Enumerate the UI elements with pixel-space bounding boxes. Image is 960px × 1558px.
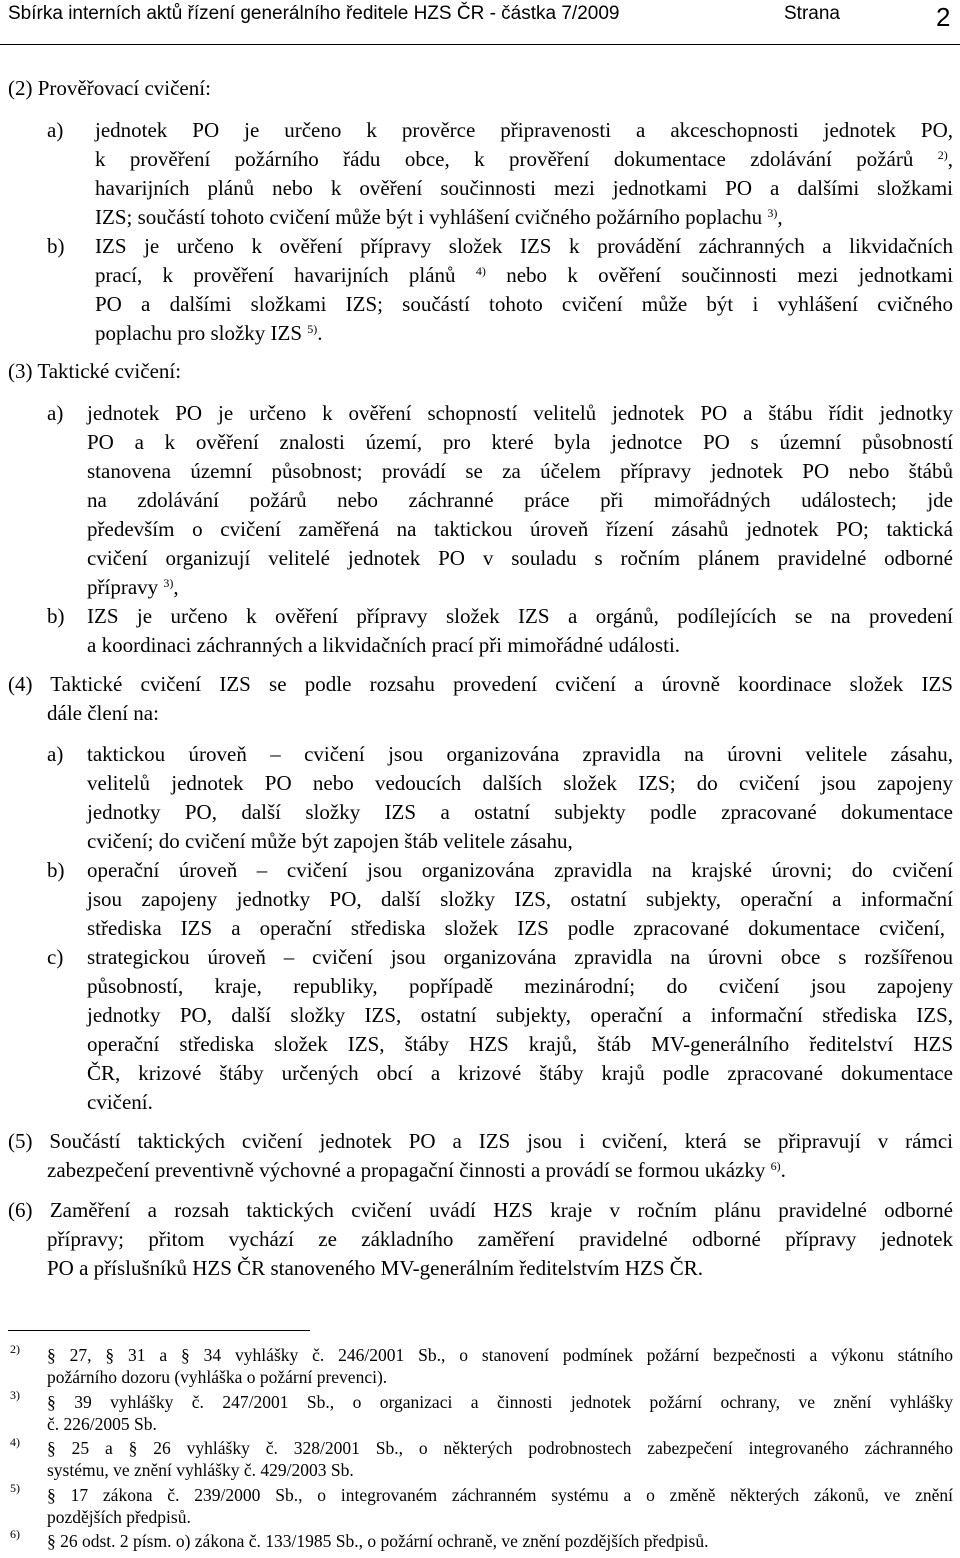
item-3a-line-5: především o cvičení zaměřená na taktickou úroveň řízení zásahů jednotek PO; taktická — [87, 517, 953, 541]
item-2b-line-1: IZS je určeno k ověření přípravy složek IZS k provádění záchranných a likvidačních — [95, 234, 953, 258]
item-4c-line-5: ČR, krizové štáby určených obcí a krizové štáby krajů podle zpracované dokumentace — [87, 1061, 953, 1085]
item-2b-line-4: poplachu pro složky IZS $^{5)}$. — [95, 321, 323, 345]
item-4a-line-2: velitelů jednotek PO nebo vedoucích dalších složek IZS; do cvičení jsou zapojeny — [87, 771, 953, 795]
section-2-heading: (2) Prověřovací cvičení: — [8, 76, 211, 100]
footnote-ref: 6) — [770, 1159, 781, 1173]
footnote-3-line-2: č. 226/2005 Sb. — [47, 1414, 157, 1434]
item-4c-label: c) — [47, 945, 64, 969]
section-6-line-2: přípravy; přitom vychází ze základního zaměření pravidelné odborné přípravy jednotek — [47, 1227, 953, 1251]
item-2a-line-4: IZS; součástí tohoto cvičení může být i vyhlášení cvičného požárního poplachu $^{3)}$, — [95, 205, 783, 229]
footnote-5-line-1: § 17 zákona č. 239/2000 Sb., o integrovaném záchranném systému a o změně některých zákonů, ve znění — [47, 1485, 953, 1505]
footnote-6-line-1: § 26 odst. 2 písm. o) zákona č. 133/1985 Sb., o požární ochraně, ve znění pozdějších předpisů. — [47, 1531, 709, 1551]
item-4c-line-1: strategickou úroveň – cvičení jsou organizována zpravidla na úrovni obce s rozšířenou — [87, 945, 953, 969]
footnote-3-line-1: § 39 vyhlášky č. 247/2001 Sb., o organizaci a činnosti jednotek požární ochrany, ve znění vyhlášky — [47, 1392, 953, 1412]
item-3a-line-4: na zdolávání požárů nebo záchranné práce při mimořádných událostech; jde — [87, 488, 953, 512]
item-3a-line-7: přípravy $^{3)}$, — [87, 575, 179, 599]
item-4b-line-1: operační úroveň – cvičení jsou organizována zpravidla na krajské úrovni; do cvičení — [87, 858, 953, 882]
footnote-4-line-2: systému, ve znění vyhlášky č. 429/2003 Sb. — [47, 1460, 354, 1480]
section-3-heading: (3) Taktické cvičení: — [8, 359, 182, 383]
footnote-ref: 2) — [937, 148, 948, 162]
footnote-ref: 4) — [475, 264, 486, 278]
item-2b-line-2: prací, k prověření havarijních plánů $^{4)}$ nebo k ověření součinnosti mezi jednotkami — [95, 263, 954, 287]
item-3a-label: a) — [47, 401, 64, 425]
item-3a-line-3: stanovena územní působnost; provádí se za účelem přípravy jednotek PO nebo štábů — [87, 459, 953, 483]
footnote-2-line-1: § 27, § 31 a § 34 vyhlášky č. 246/2001 Sb., o stanovení podmínek požární bezpečnosti a výkonu státního — [47, 1345, 953, 1365]
item-3b-line-2: a koordinaci záchranných a likvidačních prací při mimořádné události. — [87, 633, 681, 657]
section-6-line-3: PO a příslušníků HZS ČR stanoveného MV-generálním ředitelstvím HZS ČR. — [47, 1256, 704, 1280]
footnote-separator — [8, 1330, 310, 1331]
item-2a-line-2: k prověření požárního řádu obce, k prověření dokumentace zdolávání požárů $^{2)}$, — [95, 147, 954, 171]
page-number: 2 — [936, 2, 951, 32]
item-2a-line-1: jednotek PO je určeno k prověrce připravenosti a akceschopnosti jednotek PO, — [95, 118, 953, 142]
item-4c-line-3: jednotky PO, další složky IZS, ostatní subjekty, operační a informační střediska IZS, — [87, 1003, 953, 1027]
page-label: Strana — [784, 3, 840, 24]
item-4a-line-1: taktickou úroveň – cvičení jsou organizována zpravidla na úrovni velitele zásahu, — [87, 742, 953, 766]
item-3b-line-1: IZS je určeno k ověření přípravy složek IZS a orgánů, podílejících se na provedení — [87, 604, 953, 628]
item-4b-line-2: jsou zapojeny jednotky PO, další složky IZS, ostatní subjekty, operační a informační — [87, 887, 953, 911]
item-4b-label: b) — [47, 858, 65, 882]
footnote-4-line-1: § 25 a § 26 vyhlášky č. 328/2001 Sb., o některých podrobnostech zabezpečení integrovaného záchranného — [47, 1438, 953, 1458]
footnote-5-line-2: pozdějších předpisů. — [47, 1507, 191, 1527]
item-2b-label: b) — [47, 234, 65, 258]
item-4a-line-4: cvičení; do cvičení může být zapojen štáb velitele zásahu, — [87, 829, 573, 853]
footnote-ref: 3) — [163, 576, 174, 590]
item-2b-line-3: PO a dalšími složkami IZS; součástí tohoto cvičení může být i vyhlášení cvičného — [95, 292, 953, 316]
section-4-line-1: (4) Taktické cvičení IZS se podle rozsahu provedení cvičení a úrovně koordinace složek IZS — [8, 672, 953, 696]
item-2a-label: a) — [47, 118, 64, 142]
page-header — [0, 0, 960, 45]
footnote-mark: 5) — [10, 1481, 20, 1495]
item-2a-line-3: havarijních plánů nebo k ověření součinnosti mezi jednotkami PO a dalšími složkami — [95, 176, 953, 200]
collection-title: Sbírka interních aktů řízení generálního ředitele HZS ČR - částka 7/2009 — [8, 3, 620, 24]
section-6-line-1: (6) Zaměření a rozsah taktických cvičení uvádí HZS kraje v ročním plánu pravidelné odborné — [8, 1198, 953, 1222]
footnote-mark: 4) — [10, 1435, 20, 1449]
item-4c-line-4: operační střediska složek IZS, štáby HZS krajů, štáb MV-generálního ředitelství HZS — [87, 1032, 953, 1056]
footnote-mark: 6) — [10, 1527, 20, 1541]
section-5-line-1: (5) Součástí taktických cvičení jednotek PO a IZS jsou i cvičení, která se připravují v rámci — [8, 1129, 953, 1153]
item-4a-line-3: jednotky PO, další složky IZS a ostatní subjekty podle zpracované dokumentace — [87, 800, 953, 824]
item-3a-line-1: jednotek PO je určeno k ověření schopností velitelů jednotek PO a štábu řídit jednotky — [87, 401, 953, 425]
footnote-ref: 3) — [767, 206, 778, 220]
item-4a-label: a) — [47, 742, 64, 766]
section-5-line-2: zabezpečení preventivně výchovné a propagační činnosti a provádí se formou ukázky $^{6)}$. — [47, 1158, 786, 1182]
item-3a-line-6: cvičení organizují velitelé jednotek PO v souladu s ročním plánem pravidelné odborné — [87, 546, 953, 570]
footnote-mark: 2) — [10, 1342, 20, 1356]
item-3a-line-2: PO a k ověření znalosti území, pro které byla jednotce PO s územní působností — [87, 430, 953, 454]
item-4c-line-2: působností, kraje, republiky, popřípadě mezinárodní; do cvičení jsou zapojeny — [87, 974, 953, 998]
item-4b-line-3: střediska IZS a operační střediska složek IZS podle zpracované dokumentace cvičení, — [87, 916, 945, 940]
section-4-line-2: dále člení na: — [47, 701, 159, 725]
item-4c-line-6: cvičení. — [87, 1090, 153, 1114]
footnote-ref: 5) — [307, 322, 318, 336]
footnote-2-line-2: požárního dozoru (vyhláška o požární prevenci). — [47, 1367, 388, 1387]
item-3b-label: b) — [47, 604, 65, 628]
footnote-mark: 3) — [10, 1388, 20, 1402]
